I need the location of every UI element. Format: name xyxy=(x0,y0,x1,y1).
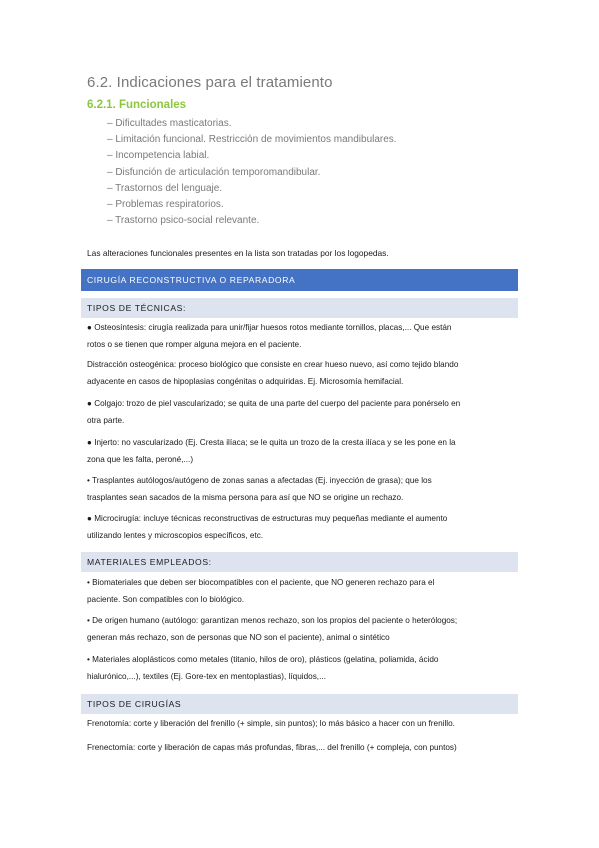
list-item: – Problemas respiratorios. xyxy=(107,199,224,211)
text-line: zona que les falta, peroné,...) xyxy=(87,454,194,464)
section-title: CIRUGÍA RECONSTRUCTIVA O REPARADORA xyxy=(81,269,518,291)
text-line: generan más rechazo, son de personas que NO son el paciente), animal o sintético xyxy=(87,632,390,642)
paragraph xyxy=(87,320,515,353)
list-item: – Disfunción de articulación temporomandibular. xyxy=(107,166,321,178)
list-item: – Limitación funcional. Restricción de movimientos mandibulares. xyxy=(107,134,397,146)
text-line: • De origen humano (autólogo: garantizan menos rechazo, son los propios del paciente o heterólogos; xyxy=(87,616,458,625)
tecnicas-title: TIPOS DE TÉCNICAS: xyxy=(81,298,518,318)
materiales-title: MATERIALES EMPLEADOS: xyxy=(81,552,518,572)
paragraph xyxy=(87,740,515,757)
list-item: – Trastorno psico-social relevante. xyxy=(107,215,260,227)
text-line: trasplantes sean sacados de la misma persona para así que NO se origine un rechazo. xyxy=(87,492,404,502)
text-line: • Materiales aloplásticos como metales (titanio, hilos de oro), plásticos (gelatina, poliamida, ácido xyxy=(87,655,439,664)
text-line: ● Osteosíntesis: cirugía realizada para unir/fijar huesos rotos mediante tornillos, placas,... Que están xyxy=(87,323,452,332)
text-line: otra parte. xyxy=(87,415,125,425)
functional-list xyxy=(107,116,397,229)
page-subheading: 6.2.1. Funcionales xyxy=(87,99,187,111)
text-line: hialurónico,...), textiles (Ej. Gore-tex en mentoplastias), líquidos,... xyxy=(87,671,326,681)
text-line: rotos o se tienen que romper alguna mejora en el paciente. xyxy=(87,339,302,349)
text-line: utilizando lentes y microscopios específicos, etc. xyxy=(87,530,264,540)
text-line: ● Injerto: no vascularizado (Ej. Cresta ilíaca; se le quita un trozo de la cresta ilíaca y se les pone en la xyxy=(87,438,456,447)
text-line: • Biomateriales que deben ser biocompatibles con el paciente, que NO generen rechazo para el xyxy=(87,578,435,587)
text-line: ● Microcirugía: incluye técnicas reconstructivas de estructuras muy pequeñas mediante el aumento xyxy=(87,514,448,523)
text-line: Distracción osteogénica: proceso biológico que consiste en crear hueso nuevo, así como tejido blando xyxy=(87,360,459,369)
paragraph xyxy=(87,435,515,468)
intro-text: Las alteraciones funcionales presentes en la lista son tratadas por los logopedas. xyxy=(87,248,389,258)
paragraph xyxy=(87,473,515,506)
text-line: paciente. Son compatibles con lo biológico. xyxy=(87,594,245,604)
text-line: • Trasplantes autólogos/autógeno de zonas sanas a afectadas (Ej. inyección de grasa); que los xyxy=(87,476,432,485)
cirugias-title: TIPOS DE CIRUGÍAS xyxy=(81,694,518,714)
paragraph xyxy=(87,511,515,544)
paragraph xyxy=(87,396,515,429)
text-line: ● Colgajo: trozo de piel vascularizado; se quita de una parte del cuerpo del paciente para ponérselo en xyxy=(87,399,461,408)
text-line: adyacente en casos de hipoplasias congénitas o adquiridas. Ej. Microsomía hemifacial. xyxy=(87,376,404,386)
list-item: – Incompetencia labial. xyxy=(107,150,210,162)
text-line: Frenectomía: corte y liberación de capas más profundas, fibras,... del frenillo (+ compleja, con puntos) xyxy=(87,743,457,752)
paragraph xyxy=(87,575,515,608)
text-line: Frenotomía: corte y liberación del frenillo (+ simple, sin puntos); lo más básico a hacer con un frenillo. xyxy=(87,719,455,728)
page-heading: 6.2. Indicaciones para el tratamiento xyxy=(87,74,333,91)
paragraph xyxy=(87,652,515,685)
paragraph xyxy=(87,357,515,390)
paragraph xyxy=(87,716,515,733)
paragraph xyxy=(87,613,515,646)
list-item: – Dificultades masticatorias. xyxy=(107,118,232,129)
list-item: – Trastornos del lenguaje. xyxy=(107,182,223,194)
